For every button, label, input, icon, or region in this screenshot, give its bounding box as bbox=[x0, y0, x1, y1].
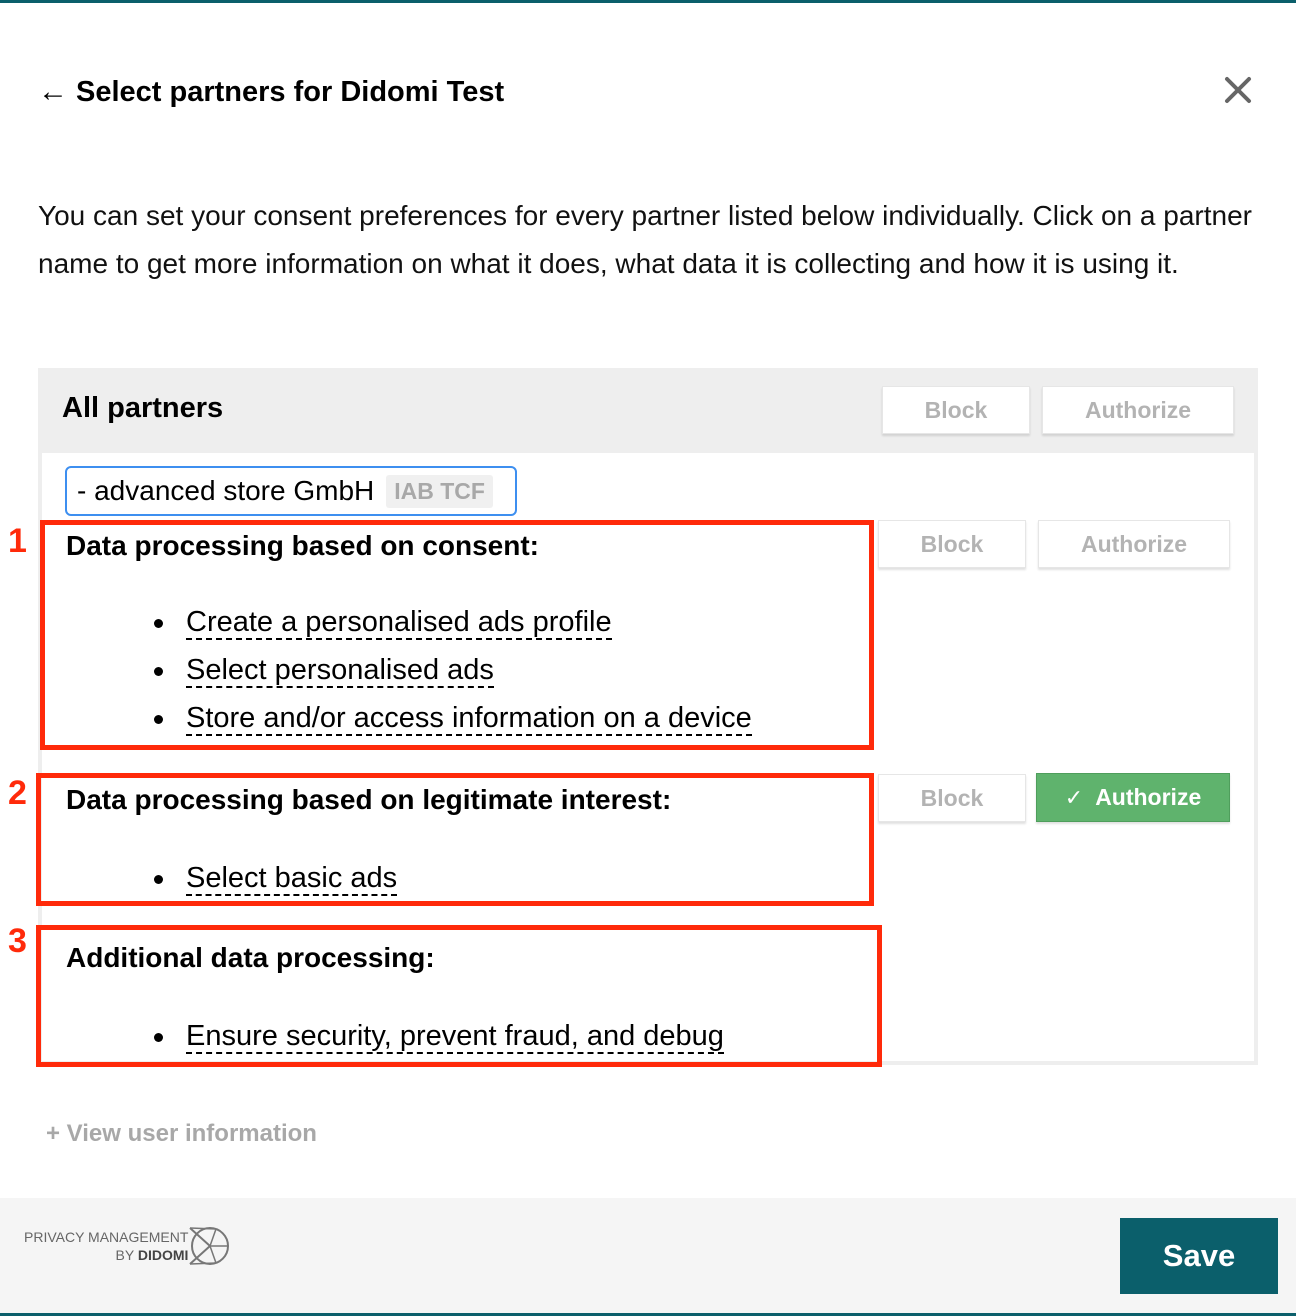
legitimate-authorize-label: Authorize bbox=[1095, 784, 1202, 810]
consent-authorize-button[interactable]: Authorize bbox=[1038, 520, 1230, 568]
purpose-link[interactable]: Select personalised ads bbox=[186, 654, 494, 686]
brand-line1: PRIVACY MANAGEMENT bbox=[24, 1229, 189, 1245]
back-arrow-icon[interactable]: ← bbox=[38, 75, 68, 108]
purpose-link[interactable]: Select basic ads bbox=[186, 862, 398, 894]
all-partners-title: All partners bbox=[62, 392, 224, 424]
view-user-information-link[interactable]: + View user information bbox=[46, 1120, 317, 1147]
purpose-link[interactable]: Create a personalised ads profile bbox=[186, 606, 612, 638]
annotation-number-2: 2 bbox=[8, 774, 27, 812]
annotation-box-3 bbox=[36, 925, 882, 1067]
additional-section-title: Additional data processing: bbox=[66, 942, 435, 973]
save-button[interactable]: Save bbox=[1120, 1218, 1278, 1294]
annotation-number-1: 1 bbox=[8, 522, 27, 560]
brand-name: DIDOMI bbox=[137, 1247, 189, 1263]
checkmark-icon: ✓ bbox=[1064, 784, 1084, 810]
page-title: Select partners for Didomi Test bbox=[76, 75, 505, 108]
didomi-logo-icon bbox=[186, 1224, 230, 1268]
legitimate-block-button[interactable]: Block bbox=[878, 774, 1026, 822]
modal-header bbox=[38, 72, 504, 112]
legitimate-authorize-button[interactable] bbox=[1036, 773, 1230, 822]
legitimate-section-title: Data processing based on legitimate interest: bbox=[66, 784, 672, 815]
purpose-link[interactable]: Ensure security, prevent fraud, and debug bbox=[186, 1020, 724, 1052]
close-icon[interactable] bbox=[1218, 70, 1258, 110]
brand-by: BY bbox=[115, 1247, 134, 1263]
vendor-name: - advanced store GmbH bbox=[77, 475, 375, 506]
iab-tcf-badge: IAB TCF bbox=[386, 475, 493, 508]
purpose-link[interactable]: Store and/or access information on a device bbox=[186, 702, 752, 734]
intro-text: You can set your consent preferences for every partner listed below individually. Click on a partner name to get more information on what it does, what data it is collecting and how it is using it. bbox=[38, 200, 1252, 279]
annotation-box-1 bbox=[40, 520, 874, 750]
vendor-item[interactable] bbox=[65, 466, 517, 516]
modal-footer bbox=[0, 1198, 1296, 1313]
consent-block-button[interactable]: Block bbox=[878, 520, 1026, 568]
annotation-box-2 bbox=[36, 773, 874, 906]
block-all-button[interactable]: Block bbox=[882, 386, 1030, 434]
brand-line2 bbox=[24, 1246, 188, 1264]
authorize-all-button[interactable]: Authorize bbox=[1042, 386, 1234, 434]
top-accent-line bbox=[0, 0, 1296, 3]
brand-text bbox=[24, 1228, 188, 1264]
annotation-number-3: 3 bbox=[8, 922, 27, 960]
consent-section-title: Data processing based on consent: bbox=[66, 530, 539, 561]
